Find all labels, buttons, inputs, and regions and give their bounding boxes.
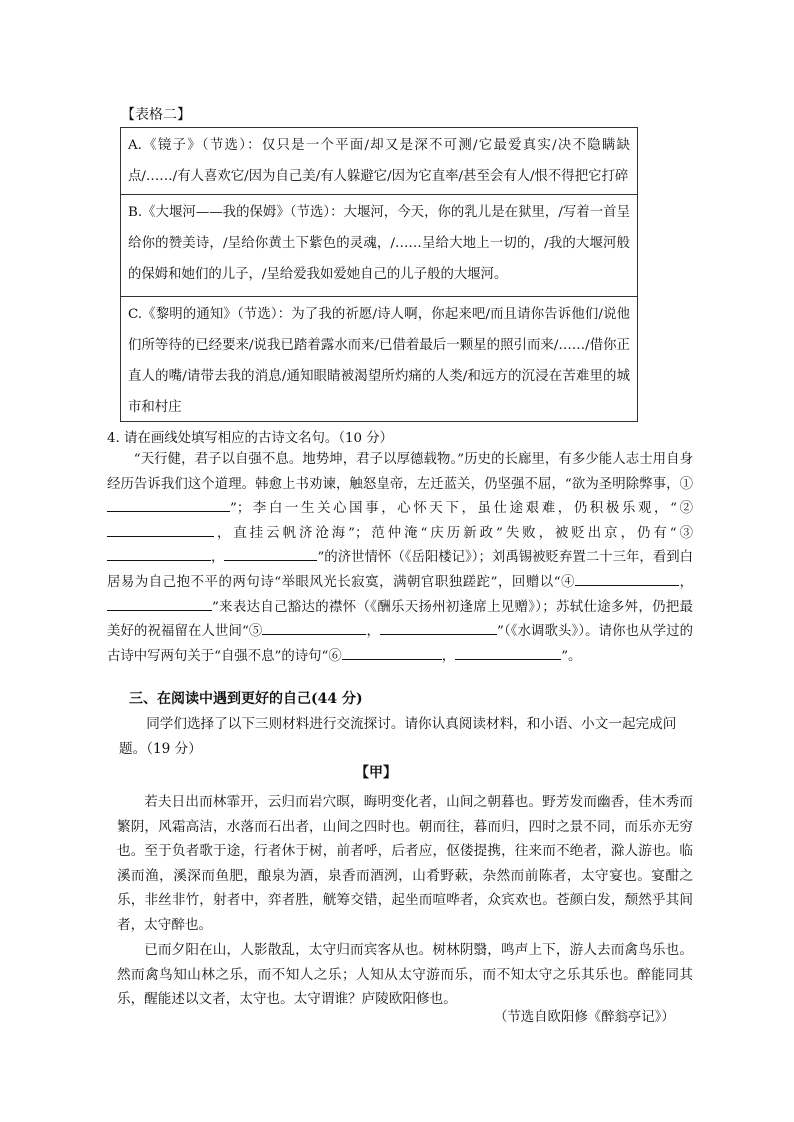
answer-blank-4a[interactable] — [575, 571, 679, 586]
answer-blank-6a[interactable] — [342, 645, 442, 660]
section-3-heading: 三、在阅读中遇到更好的自己(44 分) — [129, 691, 363, 707]
material-jia-title: 【甲】 — [355, 765, 397, 781]
question-4-passage — [107, 448, 693, 669]
table-row-b: B.《大堰河——我的保姆》（节选）：大堰河，今天，你的乳儿是在狱里，/写着一首呈给你的赞美诗，/呈给你黄土下紫色的灵魂，/……呈给大地上一切的，/我的大堰河般的保姆和她们的儿子，/呈给爱我如爱她自己的儿子般的大堰河。 — [121, 195, 637, 297]
answer-blank-2[interactable] — [107, 522, 214, 537]
q4-text-5: ”的济世情怀（《岳阳楼记》）；刘禹锡被贬弃置二十三年，看到白居易为自己抱不平的两句诗“举眼风光长寂寞，满朝官职独蹉跎”，回赠以“④ — [107, 550, 694, 590]
answer-blank-6b[interactable] — [455, 645, 561, 660]
table-row-c: C.《黎明的通知》（节选）：为了我的祈愿/诗人啊，你起来吧/而且请你告诉他们/说他们所等待的已经要来/说我已踏着露水而来/已借着最后一颗星的照引而来/……/借你正直人的嘴/请带去我的消息/通知眼睛被渴望所灼痛的人类/和远方的沉浸在苦难里的城市和村庄 — [128, 307, 630, 415]
passage-paragraph-1: 若夫日出而林霏开，云归而岩穴暝，晦明变化者，山间之朝暮也。野芳发而幽香，佳木秀而繁阴，风霜高洁，水落而石出者，山间之四时也。朝而往，暮而归，四时之景不同，而乐亦无穷也。至于负者歌于途，行者休于树，前者呼，后者应，伛偻提携，往来而不绝者，滁人游也。临溪而渔，溪深而鱼肥，酿泉为酒，泉香而酒洌，山肴野蔌，杂然而前陈者，太守宴也。宴酣之乐，非丝非竹，射者中，弈者胜，觥筹交错，起坐而喧哗者，众宾欢也。苍颜白发，颓然乎其间者，太守醉也。 — [117, 794, 693, 933]
passage-paragraph-2: 已而夕阳在山，人影散乱，太守归而宾客从也。树林阴翳，鸣声上下，游人去而禽鸟乐也。然而禽鸟知山林之乐，而不知人之乐；人知从太守游而乐，而不知太守之乐其乐也。醉能同其乐，醒能述以文者，太守也。太守谓谁？庐陵欧阳修也。 — [117, 942, 693, 1008]
section-3-intro: 同学们选择了以下三则材料进行交流探讨。请你认真阅读材料，和小语、小文一起完成问题。（19 分） — [119, 716, 677, 757]
q4-text-1: “天行健，君子以自强不息。地势坤，君子以厚德载物。”历史的长廊里，有多少能人志士用自身经历告诉我们这个道理。韩愈上书劝谏，触怒皇帝，左迁蓝关，仍坚强不屈，“欲为圣明除弊事，① — [107, 452, 693, 492]
table-title: 【表格二】 — [121, 107, 191, 123]
q4-text-3: ，直挂云帆济沧海”；范仲淹“庆历新政”失败，被贬出京，仍有“③ — [214, 525, 693, 541]
answer-blank-4b[interactable] — [107, 596, 212, 611]
answer-blank-1[interactable] — [107, 497, 230, 512]
table-row-a: A.《镜子》（节选）：仅只是一个平面/却又是深不可测/它最爱真实/决不隐瞒缺点/……/有人喜欢它/因为自己美/有人躲避它/因为它直率/甚至会有人/恨不得把它打碎 — [121, 128, 637, 195]
q4-text-8: ， — [366, 624, 381, 640]
q4-text-11: ”。 — [561, 648, 582, 664]
question-4-title: 4. 请在画线处填写相应的古诗文名句。（10 分） — [107, 431, 394, 446]
q4-text-7: ”来表达自己豁达的襟怀（《酬乐天扬州初逢席上见赠》）；苏轼仕途多舛，仍把最美好的祝福留在人世间“⑤ — [107, 599, 693, 640]
q4-text-9: ”（《水调歌头》）。请你也从学过的古诗中写两句关于“自强不息”的诗句“⑥ — [107, 624, 693, 664]
answer-blank-3a[interactable] — [107, 546, 211, 561]
q4-text-2: ”；李白一生关心国事，心怀天下，虽仕途艰难，仍积极乐观，“② — [230, 501, 693, 517]
answer-blank-5b[interactable] — [380, 620, 497, 635]
poem-table — [120, 127, 638, 422]
q4-text-10: ， — [441, 648, 456, 664]
q4-text-6: ， — [679, 574, 693, 590]
q4-text-4: ， — [211, 550, 225, 566]
answer-blank-5a[interactable] — [262, 620, 366, 635]
passage-source: （节选自欧阳修《醉翁亭记》） — [494, 1010, 675, 1025]
answer-blank-3b[interactable] — [224, 546, 317, 561]
